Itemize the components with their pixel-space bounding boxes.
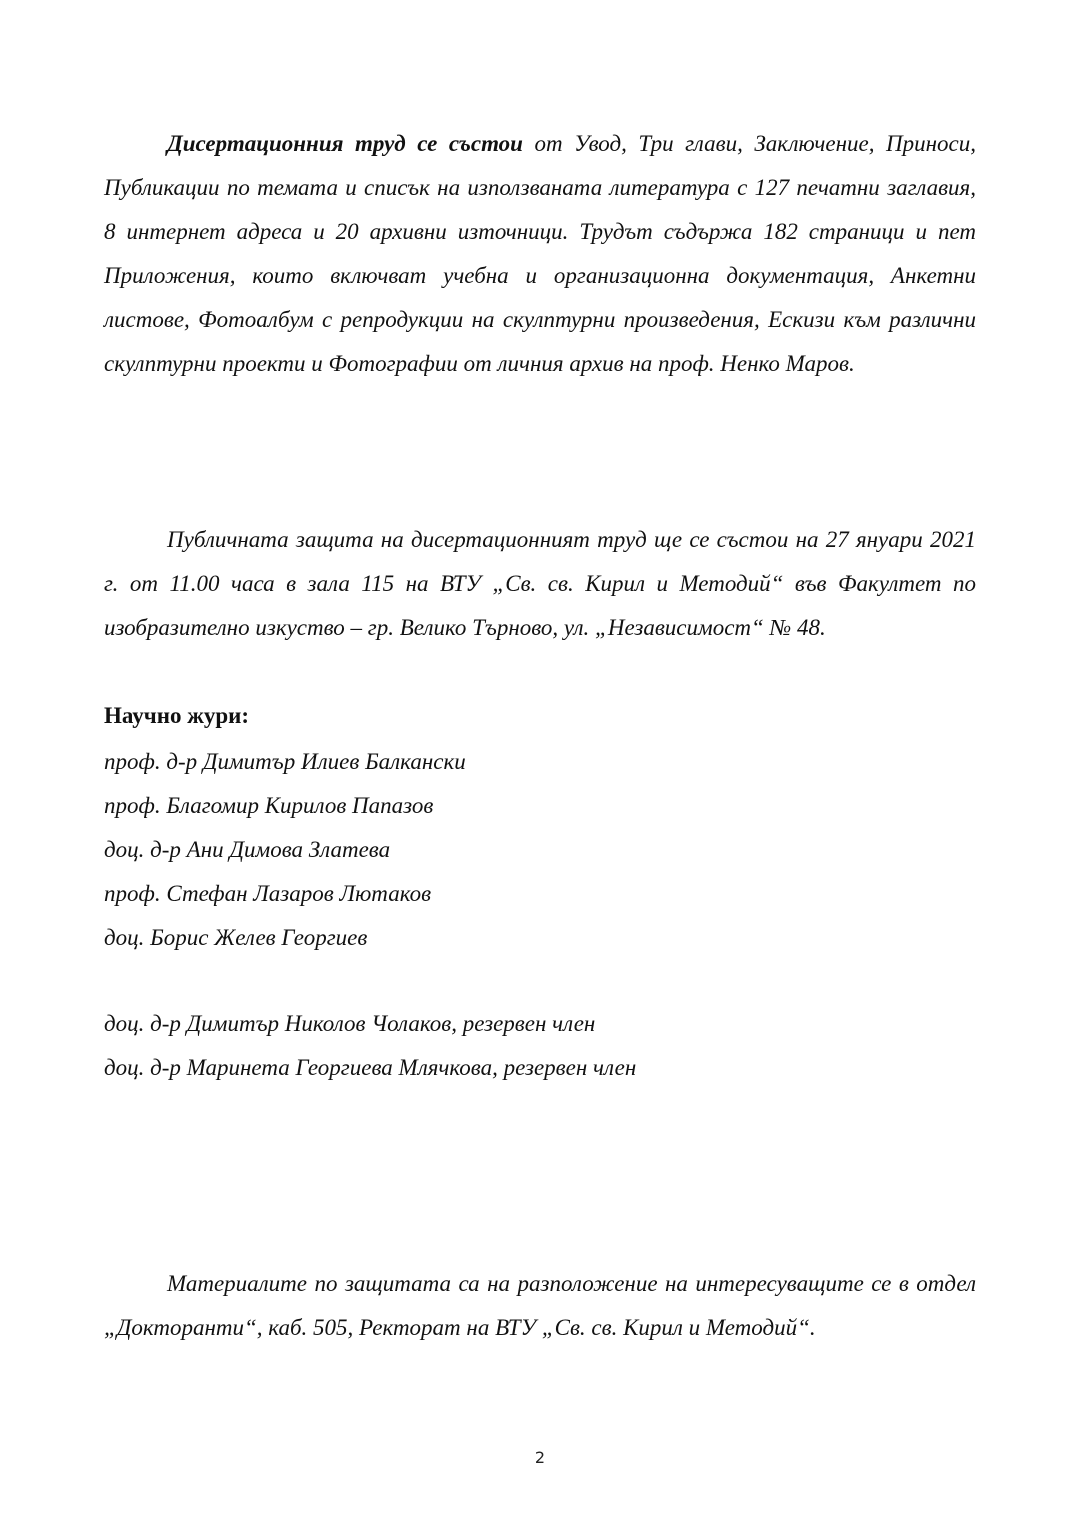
paragraph-body-text: от Увод, Три глави, Заключение, Приноси, Публикации по темата и списък на използваната литература с 127 печатни заглавия, 8 интернет адреса и 20 архивни източници. Трудът съдържа 182 страници и пет Приложения, които включват учебна и организационна документация, Анкетни листове, Фотоалбум с репродукции на скулптурни произведения, Ескизи към различни скулптурни проекти и Фотографии от личния архив на проф. Ненко Маров. [104,131,977,376]
jury-reserve-member: доц. д-р Димитър Николов Чолаков, резервен член [104,1011,596,1036]
public-defense-paragraph: Публичната защита на дисертационният труд ще се състои на 27 януари 2021 г. от 11.00 часа в зала 115 на ВТУ „Св. св. Кирил и Методий“ във Факултет по изобразително изкуство – гр. Велико Търново, ул. „Независимост“ № 48. [104,527,976,640]
paragraph-lead-text: Дисертационния труд се състои [167,131,523,156]
jury-member: доц. д-р Ани Димова Златева [104,837,391,862]
jury-reserve-list [104,1002,636,1090]
page-number: 2 [534,1448,546,1467]
jury-member: проф. Благомир Кирилов Папазов [104,793,434,818]
jury-member-list [104,740,466,960]
jury-member: проф. Стефан Лазаров Лютаков [104,881,432,906]
dissertation-structure-paragraph [104,122,976,386]
jury-member: доц. Борис Желев Георгиев [104,925,368,950]
jury-heading: Научно жури: [104,703,250,728]
materials-availability-paragraph: Материалите по защитата са на разположение на интересуващите се в отдел „Докторанти“, каб. 505, Ректорат на ВТУ „Св. св. Кирил и Методий“. [104,1271,976,1340]
jury-member: проф. д-р Димитър Илиев Балкански [104,749,466,774]
jury-reserve-member: доц. д-р Маринета Георгиева Млячкова, резервен член [104,1055,637,1080]
